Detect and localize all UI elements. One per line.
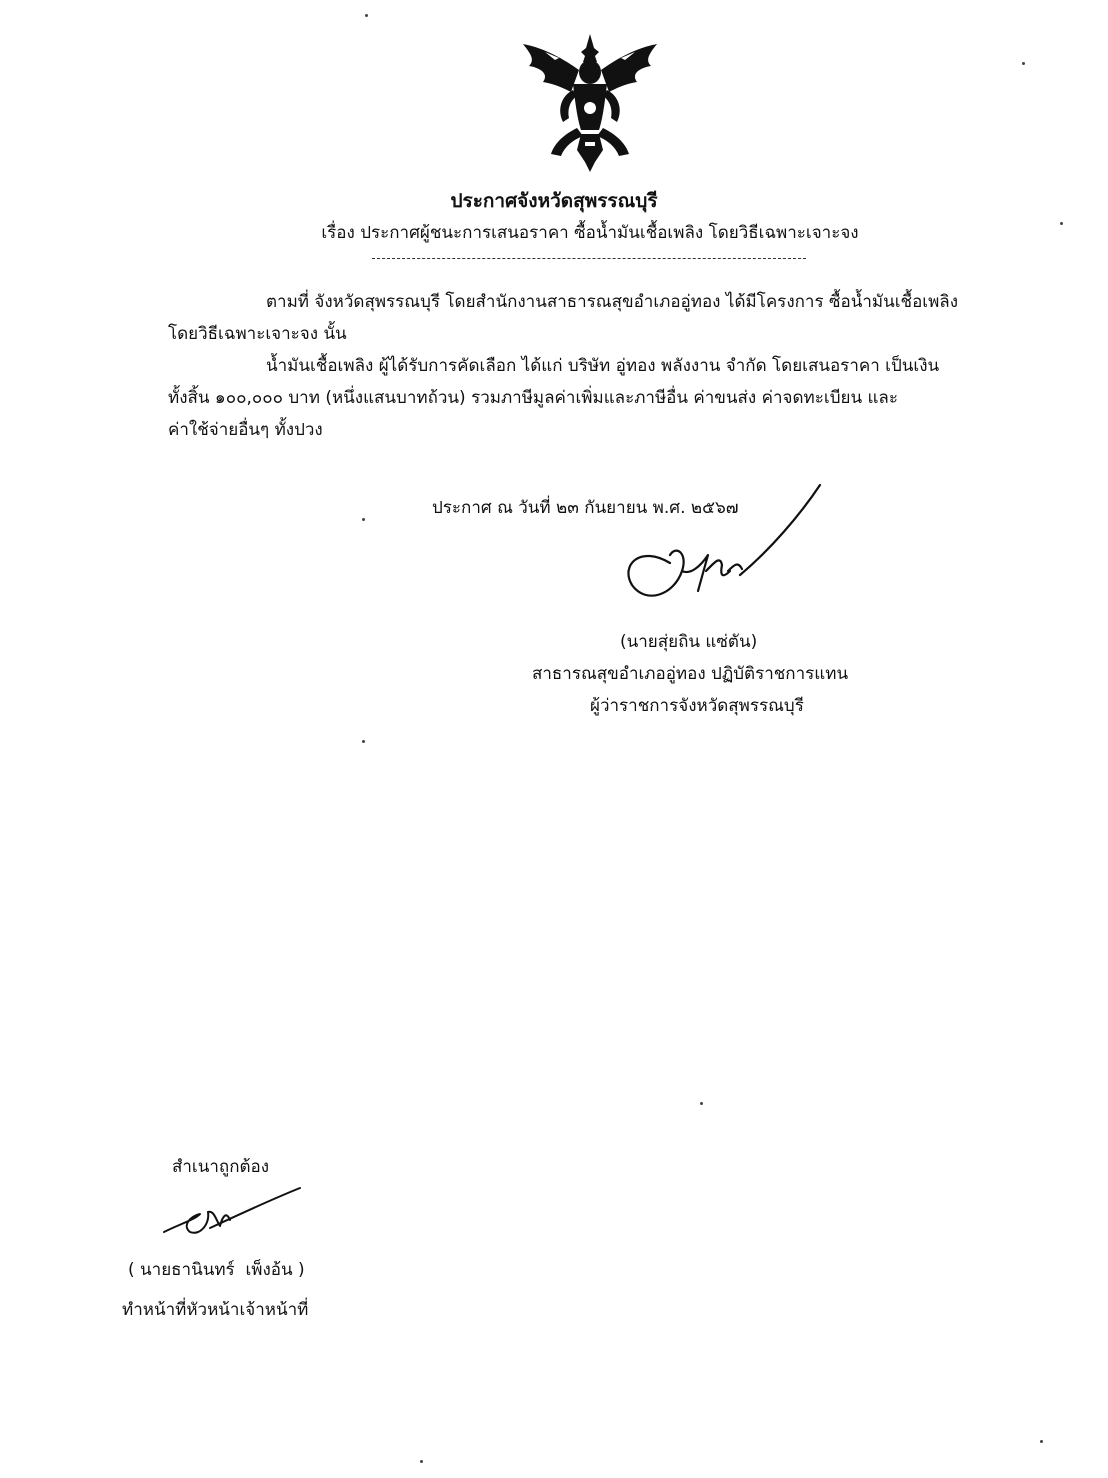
certified-copy-label: สำเนาถูกต้อง: [172, 1157, 270, 1177]
paragraph-2-line-1: น้ำมันเชื้อเพลิง ผู้ได้รับการคัดเลือก ได้แก่ บริษัท อู่ทอง พลังงาน จำกัด โดยเสนอราคา เป็นเงิน: [266, 356, 940, 376]
scan-speck: [362, 740, 365, 743]
signer-name: (นายสุ่ยถิน แซ่ตัน): [620, 632, 758, 652]
handwritten-signature: [150, 1180, 310, 1250]
certified-copy-name: ( นายธานินทร์ เพ็งอ้น ): [128, 1260, 305, 1280]
garuda-emblem-icon: [515, 30, 665, 180]
divider-line: [372, 258, 806, 259]
paragraph-2-line-2: ทั้งสิ้น ๑๐๐,๐๐๐ บาท (หนึ่งแสนบาทถ้วน) รวมภาษีมูลค่าเพิ่มและภาษีอื่น ค่าขนส่ง ค่าจดทะเบียน และ: [168, 388, 898, 408]
document-title: ประกาศจังหวัดสุพรรณบุรี: [450, 190, 658, 212]
scan-speck: [365, 14, 368, 17]
scan-speck: [1040, 1440, 1043, 1443]
document-subject: เรื่อง ประกาศผู้ชนะการเสนอราคา ซื้อน้ำมันเชื้อเพลิง โดยวิธีเฉพาะเจาะจง: [321, 223, 859, 243]
announcement-date: ประกาศ ณ วันที่ ๒๓ กันยายน พ.ศ. ๒๕๖๗: [432, 498, 739, 518]
paragraph-2-line-3: ค่าใช้จ่ายอื่นๆ ทั้งปวง: [168, 420, 323, 440]
scan-speck: [362, 518, 365, 521]
signer-position-2: ผู้ว่าราชการจังหวัดสุพรรณบุรี: [590, 696, 804, 716]
certified-copy-position: ทำหน้าที่หัวหน้าเจ้าหน้าที่: [122, 1300, 309, 1320]
scan-speck: [420, 1460, 423, 1463]
scan-speck: [1022, 62, 1025, 65]
paragraph-1-line-1: ตามที่ จังหวัดสุพรรณบุรี โดยสำนักงานสาธารณสุขอำเภออู่ทอง ได้มีโครงการ ซื้อน้ำมันเชื้อเพลิง: [266, 292, 959, 312]
scan-speck: [700, 1102, 703, 1105]
scan-speck: [1060, 222, 1063, 225]
paragraph-1-line-2: โดยวิธีเฉพาะเจาะจง นั้น: [168, 324, 347, 344]
handwritten-signature: [610, 475, 840, 625]
signer-position-1: สาธารณสุขอำเภออู่ทอง ปฏิบัติราชการแทน: [532, 664, 849, 684]
